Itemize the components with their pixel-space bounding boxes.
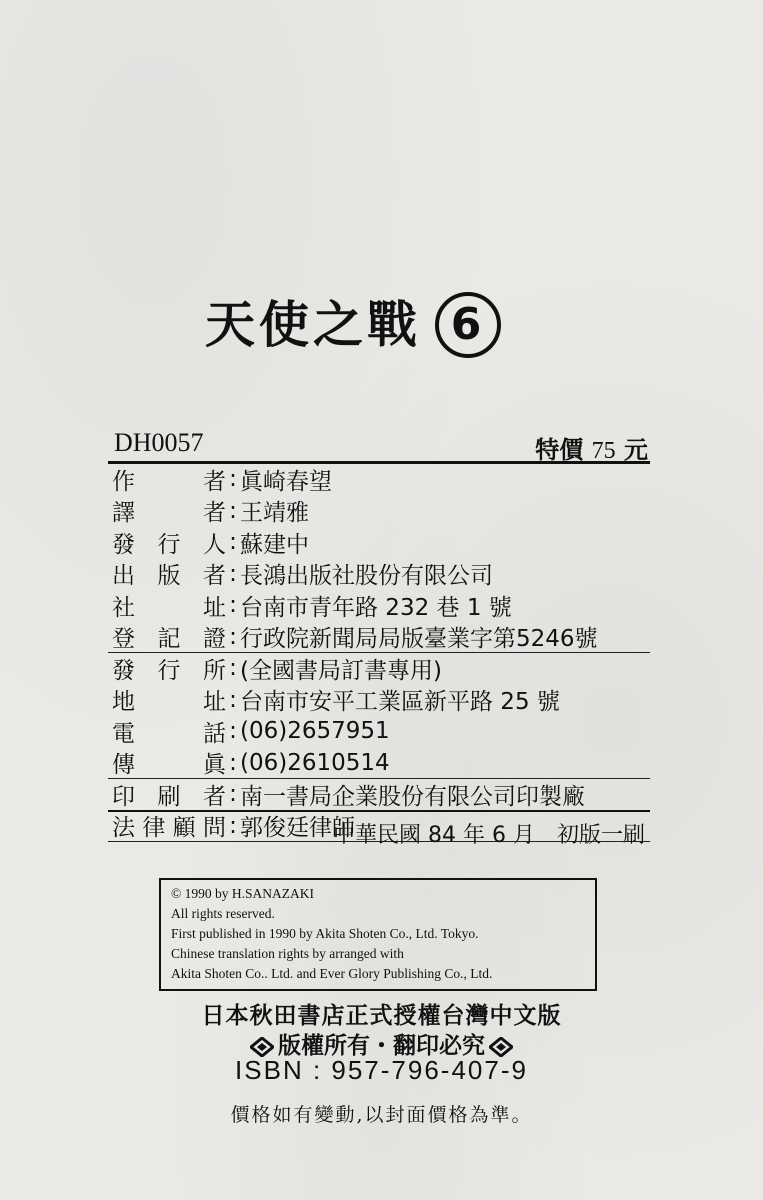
copyright-line: All rights reserved. — [171, 906, 275, 921]
colophon-row — [108, 559, 650, 591]
colophon-value: (06)2610514 — [240, 749, 390, 776]
colophon-row — [108, 496, 650, 528]
copyright-box — [159, 878, 597, 991]
colophon-value: 行政院新聞局局版臺業字第5246號 — [240, 626, 598, 653]
colophon-row — [108, 590, 650, 622]
colophon-colon: : — [229, 655, 237, 682]
colophon-colon: : — [229, 718, 237, 745]
colophon-value: (06)2657951 — [240, 718, 390, 745]
colophon-label: 譯 者 — [112, 500, 226, 527]
colophon-colon: : — [229, 781, 237, 808]
colophon-value: 台南市安平工業區新平路 25 號 — [240, 689, 560, 716]
colophon-row — [108, 779, 650, 811]
copyright-line: Akita Shoten Co.. Ltd. and Ever Glory Publishing Co., Ltd. — [171, 966, 493, 981]
colophon-value: 長鴻出版社股份有限公司 — [240, 563, 493, 590]
diamond-ornament-icon — [250, 1037, 274, 1057]
colophon-value: 王靖雅 — [240, 500, 309, 527]
colophon-label: 地 址 — [112, 689, 226, 716]
colophon-label: 印 刷 者 — [112, 783, 226, 810]
title-text: 天使之戰 — [205, 296, 421, 354]
colophon-colon: : — [229, 749, 237, 776]
colophon-label: 發 行 所 — [112, 657, 226, 684]
edition-date: 中華民國 84 年 6 月 — [333, 823, 535, 848]
price-unit: 元 — [624, 436, 648, 464]
colophon-label: 法 律 顧 問 — [112, 815, 226, 842]
authorization-notice: 日本秋田書店正式授權台灣中文版 — [201, 1003, 562, 1029]
edition-printing: 初版一刷 — [556, 823, 645, 848]
catalog-code: DH0057 — [114, 428, 204, 457]
colophon-value: (全國書局訂書專用) — [240, 657, 442, 684]
bottom-rule — [108, 810, 650, 812]
colophon-row — [108, 685, 650, 717]
colophon-colon: : — [229, 560, 237, 587]
colophon-row — [108, 527, 650, 559]
copyright-line: Chinese translation rights by arranged with — [171, 946, 404, 961]
colophon-row — [108, 716, 650, 748]
copyright-line: © 1990 by H.SANAZAKI — [171, 886, 315, 901]
colophon-row — [108, 653, 650, 685]
price-label: 特價 — [535, 436, 584, 464]
colophon-value: 台南市青年路 232 巷 1 號 — [240, 594, 512, 621]
colophon-label: 傳 眞 — [112, 752, 226, 779]
colophon-colon: : — [229, 686, 237, 713]
colophon-value: 南一書局企業股份有限公司印製廠 — [240, 783, 585, 810]
colophon-row — [108, 622, 650, 654]
price-change-note: 價格如有變動,以封面價格為準。 — [230, 1104, 533, 1126]
colophon-label: 發 行 人 — [112, 531, 226, 558]
colophon-table — [108, 464, 650, 842]
copyright-line: First published in 1990 by Akita Shoten Co., Ltd. Tokyo. — [171, 926, 479, 941]
colophon-colon: : — [229, 812, 237, 839]
colophon-colon: : — [229, 497, 237, 524]
rights-text: 版權所有・翻印必究 — [278, 1033, 485, 1059]
colophon-colon: : — [229, 466, 237, 493]
colophon-value: 郭俊廷律師 — [240, 815, 355, 842]
price — [535, 430, 648, 465]
colophon-label: 電 話 — [112, 720, 226, 747]
book-title — [205, 285, 501, 362]
colophon-value: 蘇建中 — [240, 531, 309, 558]
colophon-value: 眞崎春望 — [240, 468, 332, 495]
colophon-row — [108, 464, 650, 496]
colophon-colon: : — [229, 529, 237, 556]
colophon-colon: : — [229, 623, 237, 650]
colophon-label: 出 版 者 — [112, 563, 226, 590]
isbn: ISBN : 957-796-407-9 — [235, 1055, 528, 1085]
edition-info — [333, 818, 645, 849]
colophon-colon: : — [229, 592, 237, 619]
diamond-ornament-icon — [489, 1037, 513, 1057]
colophon-label: 登 記 證 — [112, 626, 226, 653]
volume-number: 6 — [435, 292, 501, 358]
colophon-label: 社 址 — [112, 594, 226, 621]
colophon-row — [108, 748, 650, 780]
price-amount: 75 — [591, 438, 616, 464]
colophon-label: 作 者 — [112, 468, 226, 495]
